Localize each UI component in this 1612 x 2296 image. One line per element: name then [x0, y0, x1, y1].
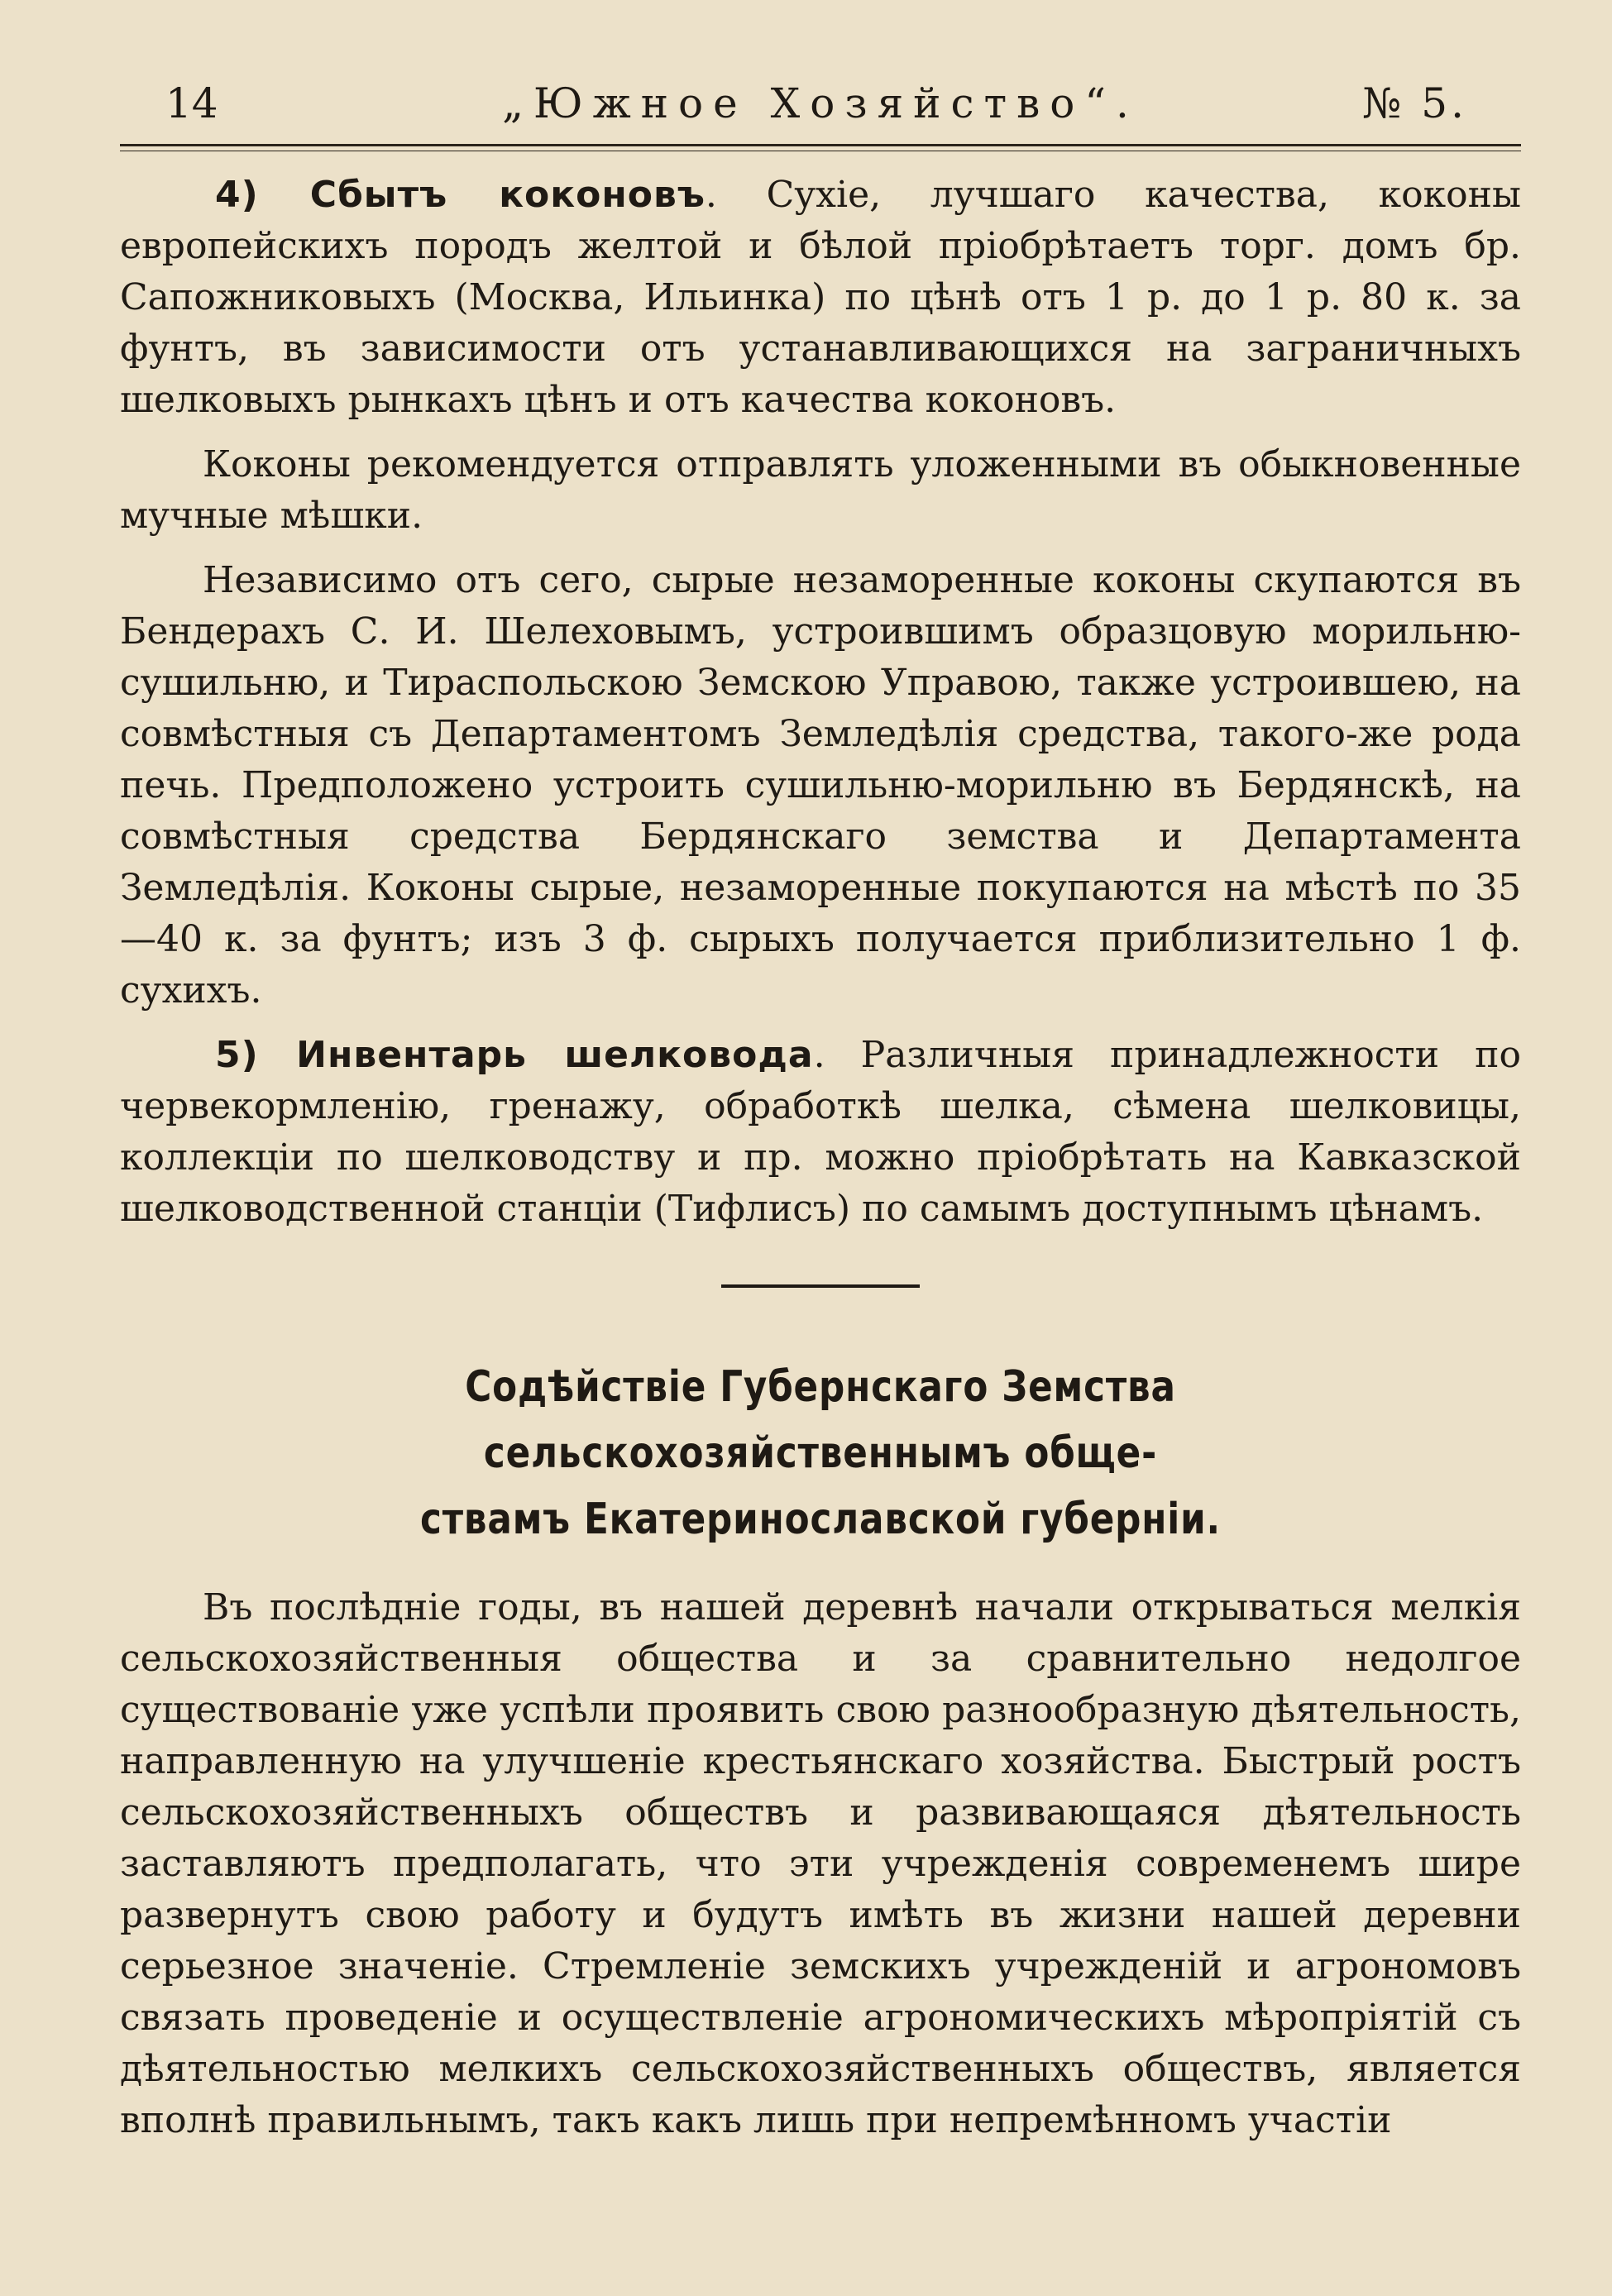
issue-number: № 5. [1362, 79, 1467, 127]
paragraph-text: . Сухіе, лучшаго качества, коконы европейскихъ породъ желтой и бѣлой пріобрѣтаетъ торг. домъ бр. Сапожниковыхъ (Москва, Ильинка) по цѣнѣ отъ 1 р. до 1 р. 80 к. за фунтъ, въ зависимости отъ устанавливающихся на заграничныхъ шелковыхъ рынкахъ цѣнъ и отъ качества коконовъ. [120, 174, 1522, 421]
page-number: 14 [165, 79, 218, 127]
section-title-line-2: ствамъ Екатеринославской губерніи. [420, 1495, 1221, 1544]
running-title: „Южное Хозяйство“. [502, 79, 1139, 127]
header-rule [120, 144, 1521, 146]
section-title-line-1: Содѣйствіе Губернскаго Земства сельскохозяйственнымъ обще- [465, 1362, 1176, 1478]
article-body [120, 170, 1521, 2146]
paragraph-village-societies: Въ послѣдніе годы, въ нашей деревнѣ начали открываться мелкія сельскохозяйственныя общества и за сравнительно недолгое существованіе уже успѣли проявить свою разнообразную дѣятельность, направленную на улучшеніе крестьянскаго хозяйства. Быстрый ростъ сельскохозяйственныхъ обществъ и развивающаяся дѣятельность заставляютъ предполагать, что эти учрежденія современемъ шире развернутъ свою работу и будутъ имѣть въ жизни нашей деревни серьезное значеніе. Стремленіе земскихъ учрежденій и агрономовъ связать проведеніе и осуществленіе агрономическихъ мѣропріятій съ дѣятельностью мелкихъ сельскохозяйственныхъ обществъ, является вполнѣ правильнымъ, такъ какъ лишь при непремѣнномъ участіи [120, 1586, 1521, 2141]
paragraph-cocoon-sales [120, 170, 1521, 426]
paragraph-packing: Коконы рекомендуется отправлять уложенными въ обыкновенные мучные мѣшки. [120, 443, 1521, 537]
section-title [232, 1354, 1409, 1552]
paragraph-raw-cocoons: Независимо отъ сего, сырые незаморенные коконы скупаются въ Бендерахъ С. И. Шелеховымъ, устроившимъ образцовую морильню-сушильню, и Тираспольскою Земскою Управою, также устроившею, на совмѣстныя съ Департаментомъ Земледѣлія средства, такого-же рода печь. Предположено устроить сушильню-морильню въ Бердянскѣ, на совмѣстныя средства Бердянскаго земства и Департамента Земледѣлія. Коконы сырые, незаморенные покупаются на мѣстѣ по 35—40 к. за фунтъ; изъ 3 ф. сырыхъ получается приблизительно 1 ф. сухихъ. [120, 559, 1521, 1012]
section-divider [721, 1284, 920, 1288]
paragraph-inventory [120, 1030, 1521, 1235]
item-heading-inventory: 5) Инвентарь шелковода [215, 1034, 814, 1076]
paragraph-text: . Различныя принадлежности по червекормленію, гренажу, обработкѣ шелка, сѣмена шелковицы, коллекціи по шелководству и пр. можно пріобрѣтать на Кавказской шелководственной станціи (Тифлисъ) по самымъ доступнымъ цѣнамъ. [120, 1034, 1521, 1230]
item-heading-cocoon-sales: 4) Сбытъ коконовъ [215, 174, 706, 216]
page-header [120, 74, 1521, 132]
